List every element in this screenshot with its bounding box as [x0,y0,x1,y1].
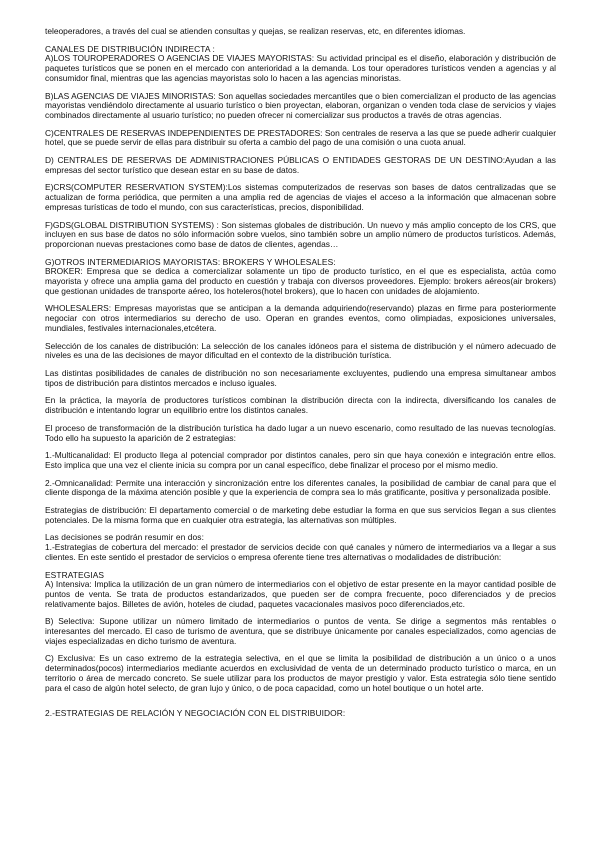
selective-strategy-paragraph: B) Selectiva: Supone utilizar un número limitado de intermediarios o puntos de venta. Se dirige a segmentos más rentables o interesantes del mercado. El caso de turismo de aventura, que se distribuye únicamente por canales especializados, como agencias de viajes especializadas en dicho turismo de aventura. [45,616,556,646]
omnichannel-paragraph: 2.-Omnicanalidad: Permite una interacción y sincronización entre los diferentes canales, la posibilidad de cambiar de canal para que el cliente disponga de la máxima atención posible y que la experiencia de compra sea lo más gratificante, positiva y personalizada posible. [45,477,556,498]
public-reservation-centers-paragraph: D) CENTRALES DE RESERVAS DE ADMINISTRACIONES PÚBLICAS O ENTIDADES GESTORAS DE UN DESTINO:Ayudan a las empresas del sector turístico que desean estar en su base de datos. [45,155,556,175]
intro-tail-paragraph: teleoperadores, a través del cual se atienden consultas y quejas, se realizan reservas, etc, en diferentes idiomas. [45,26,466,36]
market-coverage-paragraph: 1.-Estrategias de cobertura del mercado: el prestador de servicios decide con qué canales y número de intermediarios va a llegar a sus clientes. En este sentido el prestador de servicios o empresa oferente tiene tres alternativas o modalidades de distribución: [45,542,556,562]
tour-operators-paragraph: A)LOS TOUROPERADORES O AGENCIAS DE VIAJES MAYORISTAS: Su actividad principal es el diseño, elaboración y distribución de paquetes turísticos que se ponen en el mercado con anterioridad a la demanda. Los tour operadores turísticos venden a agencias y al consumidor final, mientras que las agencias mayoristas solo lo hacen a las agencias minoristas. [45,53,556,83]
broker-paragraph: BROKER: Empresa que se dedica a comercializar solamente un tipo de producto turístico, en el que es especialista, actúa como mayorista y ofrece una amplia gama del producto en cuestión y trabaja con diversos proveedores. Ejemplo: brokers aéreos(air brokers) que gestionan unidades de transporte aéreo, los hoteleros(hotel brokers), que lo hacen con unidades de alojamiento. [45,266,556,296]
independent-reservation-centers-paragraph: C)CENTRALES DE RESERVAS INDEPENDIENTES DE PRESTADORES: Son centrales de reserva a las que se puede adherir cualquier hotel, que se puede servir de ellas para distribuir su oferta a cambio del pago de una comisión o una cuota anual. [45,127,556,148]
retail-agencies-paragraph: B)LAS AGENCIAS DE VIAJES MINORISTAS: Son aquellas sociedades mercantiles que o bien comercializan el producto de las agencias mayoristas vendiéndolo directamente al usuario turístico o bien proyectan, elaboran, organizan o venden toda clase de servicios y viajes combinados directamente al usuario turístico; no pueden ofrecer ni comercializar sus productos a través de otras agencias. [45,90,556,120]
decisions-intro: Las decisiones se podrán resumir en dos: [45,532,205,543]
next-section-heading: 2.-ESTRATEGIAS DE RELACIÓN Y NEGOCIACIÓN CON EL DISTRIBUIDOR: [45,708,346,719]
other-wholesalers-heading: G)OTROS INTERMEDIARIOS MAYORISTAS: BROKERS Y WHOLESALES: [45,256,336,267]
indirect-channels-heading: CANALES DE DISTRIBUCIÓN INDIRECTA : [45,43,215,54]
strategies-heading: ESTRATEGIAS [45,569,105,580]
gds-paragraph: F)GDS(GLOBAL DISTRIBUTION SYSTEMS) : Son sistemas globales de distribución. Un nuevo y más amplio concepto de los CRS, que incluyen en sus base de datos no sólo información sobre vuelos, sino también sobre un amplio número de productos turísticos. Además, proporcionan nuevas prestaciones como base de datos de clientes, agendas… [45,219,556,249]
wholesalers-paragraph: WHOLESALERS: Empresas mayoristas que se anticipan a la demanda adquiriendo(reservando) plazas en firme para posteriormente negociar con otros intermediarios su derecho de uso. Operan en grandes eventos, como olimpiadas, exposiciones universales, mundiales, festivales internacionales,etcétera. [45,303,556,333]
intensive-strategy-paragraph: A) Intensiva: Implica la utilización de un gran número de intermediarios con el objetivo de estar presente en la mayor cantidad posible de puntos de venta. Se trata de productos estandarizados, que pueden ser de compra frecuente, poco diferenciados y de precios relativamente bajos. Billetes de avión, hoteles de ciudad, paquetes vacacionales masivos poco diferenciados,etc. [45,579,556,609]
in-practice-paragraph: En la práctica, la mayoría de productores turísticos combinan la distribución directa con la indirecta, diversificando los canales de distribución e intentando lograr un equilibrio entre los distintos canales. [45,395,556,416]
not-exclusive-paragraph: Las distintas posibilidades de canales de distribución no son necesariamente excluyentes, pudiendo una empresa simultanear ambos tipos de distribución para distintos mercados e incluso iguales. [45,367,556,388]
multichannel-paragraph: 1.-Multicanalidad: El producto llega al potencial comprador por distintos canales, pero sin que haya conexión e integración entre ellos. Esto implica que una vez el cliente inicia su compra por un canal específico, debe finalizar el proceso por el mismo medio. [45,450,556,470]
transformation-paragraph: El proceso de transformación de la distribución turística ha dado lugar a un nuevo escenario, como resultado de las nuevas tecnologías. Todo ello ha supuesto la aparición de 2 estrategias: [45,422,556,443]
exclusive-strategy-paragraph: C) Exclusiva: Es un caso extremo de la estrategia selectiva, en el que se limita la posibilidad de distribución a un único o a unos determinados(pocos) intermediarios mediante acuerdos en exclusividad de venta de un determinado producto turístico o marca, en un territorio o área de mercado concreto. Se suele utilizar para los productos de mayor prestigio y valor. Esta estrategia sólo tiene sentido para el caso de algún hotel selecto, de gran lujo y único, o de poca capacidad, como un hotel boutique o un hotel arte. [45,653,556,693]
channel-selection-paragraph: Selección de los canales de distribución: La selección de los canales idóneos para el sistema de distribución y el número adecuado de niveles es una de las decisiones de mayor dificultad en el contexto de la distribución turística. [45,340,556,361]
distribution-strategies-paragraph: Estrategias de distribución: El departamento comercial o de marketing debe estudiar la forma en que sus servicios llegan a sus clientes potenciales. De la misma forma que en cualquier otra estrategia, las alternativas son múltiples. [45,505,556,525]
crs-paragraph: E)CRS(COMPUTER RESERVATION SYSTEM):Los sistemas computerizados de reservas son bases de datos centralizadas que se actualizan de forma periódica, que permiten a una amplia red de agencias de viajes el acceso a la información que almacenan sobre empresas turísticas de todo el mundo, con sus características, precios, disponibilidad. [45,182,556,212]
